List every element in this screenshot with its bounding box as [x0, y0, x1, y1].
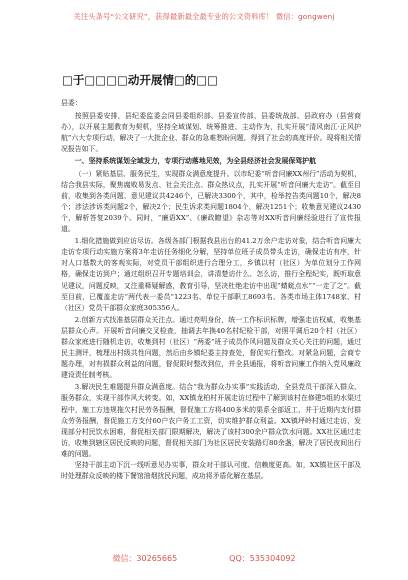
footer-qq: QQ：535304092: [229, 554, 296, 563]
document-title: □于□□□□动开展情□的□□: [62, 73, 218, 87]
paragraph-point-3: 3.解决民生难题提升群众满意度。结合“我为群众办实事”实践活动，全县党员干部深入群众、服务群众，实现干部作风大转变。如，XX镇龙柏村开展走访过程中了解到该村在修建5组的水渠过程中，施工方违规拖欠村民劳务报酬，督促施工方将400多米的渠系全部返工，并于近期内支付群众劳务报酬，督促施工方支付60户农户务工工资，切实维护群众利益。XX镇坪岭村通过走访，发现部分村民饮水困难，督促相关部门限期解决，解决了该村300余户群众饮水问题。XX社区通过走访，收集到辖区居民反映的问题，督促相关部门为社区居民安装路灯80余盏，解决了居民夜间出行难的问题。: [61, 383, 361, 458]
salutation: 县委：: [61, 99, 82, 107]
paragraph-point-1: 1.细化措施做到应访尽访。各级各部门根据我县出台的41.2万余户走访对象，结合听音问廉大走访专项行动实施方案将3年走访任务细化分解，坚持单位班子成员带头走访，确保走访有序，针对人口基数大的客观实际，对党员干部组织进行合理分工，乡镇以村（社区）为单位划分工作网格，确保走访到户；通过组织召开专题培训会，讲清楚访什么、怎么访，推行全程纪实，既听取意见建议，问题反映，又注重释疑解惑，教育引导，坚决杜绝走访中出现“蜻蜓点水”“一走了之”。截至目前，已覆盖走访“两代表一委员”1223名、单位干部职工8693名、各类市场主体1748家、村（社区）党员干部群众家庭305356人。: [61, 237, 361, 312]
paragraph-intro: 按照县委安排，县纪委监委会同县委组织部、县委宣传部、县委统战部、县政府办（县营商办），以开展主题教育为契机，坚持全域谋划、统筹推进、主动作为，扎实开展“清风南江·正风护航”六大专项行动，解决了一大批企业、群众的急难愁盼问题，得到了社会的高度评价。现将相关情况报告如下。: [61, 112, 361, 154]
paragraph-closing: 坚持干部主动下沉一线听意见办实事，群众对干部认可度、信赖度更高。如，XX镇社区干部及时处理群众反映的楼下餐馆油烟扰民问题，成功将矛盾化解在基层。: [61, 461, 361, 481]
document-body: [61, 97, 361, 482]
footer-wechat: 微信：30265665: [112, 554, 178, 563]
header-banner: 关注头条号“公文研究”，获得最新最全最专业的公文资料库！ 微信：gongwenj: [73, 12, 335, 21]
section-heading-1: 一、坚持系统谋划全域发力，专项行动落地见效，为全县经济社会发展保驾护航: [74, 157, 316, 166]
paragraph-section-1: （一）紧贴基层、服务民生，实现群众满意度提升。以市纪委“听音问廉XX州行”活动为契机，结合我县实际，聚焦腐败易发点、社会关注点、群众热议点，扎实开展“听音问廉大走访”。截至目前，收集到各类问题、意见建议共4246个，已解决3300个，其中，检举控告类问题10个，解决8个；涉法涉诉类问题2个，解决2个；民生诉求类问题1804个，解决1251个；收集意见建议2430个，解析答复2039个。同时，“廉语XX”、《廉政瞭望》杂志等对XX听音问廉经验进行了宣传报道。: [61, 169, 361, 234]
paragraph-point-2: 2.创新方式找准基层群众关注点。通过亮明身份，统一工作标识标牌，增强走访权威，收集基层群众心声。开展听音问廉交叉检查，抽调去年换40名村纪检干部，对照平调后20个村（社区）群众家庭进行随机走访，收集到村（社区）“两委”班子成员作风问题及群众关心关注的问题，通过民主测评，梳理出村级共性问题，然后由乡镇纪委主持查处，督促实行整改。对紧急问题，会商专题办理，对有损群众利益的问题，督促限时整改到位，并全县通报，将听音问廉工作纳入党风廉政建设责任制考核。: [61, 315, 361, 380]
footer-contact: [0, 553, 408, 564]
